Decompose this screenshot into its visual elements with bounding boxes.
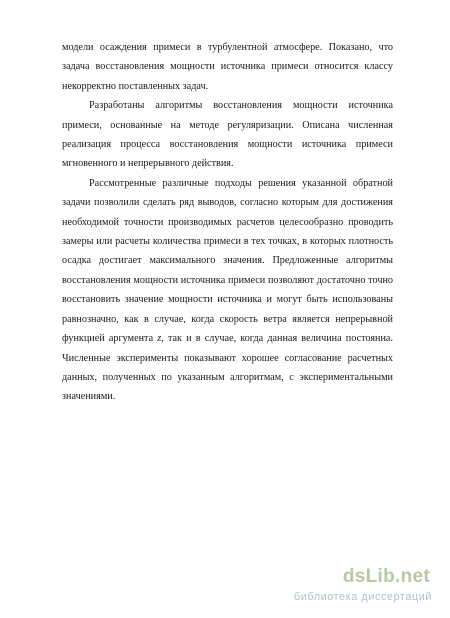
paragraph-3-part-1: Рассмотренные различные подходы решения указанной обратной задачи позволили сделать ряд выводов, согласно которым для достижения необходимой точности производимых расчетов целесообразно проводить замеры или расчеты количества примеси в тех точках, в которых плотность осадка достигает максимального значения. Предложенные алгоритмы восстановления мощности источника примеси позволяют достаточно точно восстановить значение мощности источника и могут быть использованы равнозначно, как в случае, когда скорость ветра является непрерывной функцией аргумента — [62, 177, 393, 345]
document-body — [62, 38, 393, 407]
watermark-logo: dsLib.net — [342, 566, 430, 587]
watermark-subtitle: библиотека диссертаций — [294, 591, 432, 603]
paragraph-1: модели осаждения примеси в турбулентной атмосфере. Показано, что задача восстановления мощности источника примеси относится классу некорректно поставленных задач. — [62, 42, 393, 92]
paragraph-3 — [62, 174, 393, 407]
paragraph-2: Разработаны алгоритмы восстановления мощности источника примеси, основанные на методе регуляризации. Описана численная реализация процесса восстановления мощности источника примеси мгновенного и непрерывного действия. — [62, 100, 393, 170]
formula-variable: z — [157, 333, 162, 345]
paragraph-3-part-2: , так и в случае, когда данная величина постоянна. Численные эксперименты показывают хорошее согласование расчетных данных, полученных по указанным алгоритмам, с экспериментальными значениями. — [62, 333, 393, 403]
watermark — [234, 566, 434, 610]
